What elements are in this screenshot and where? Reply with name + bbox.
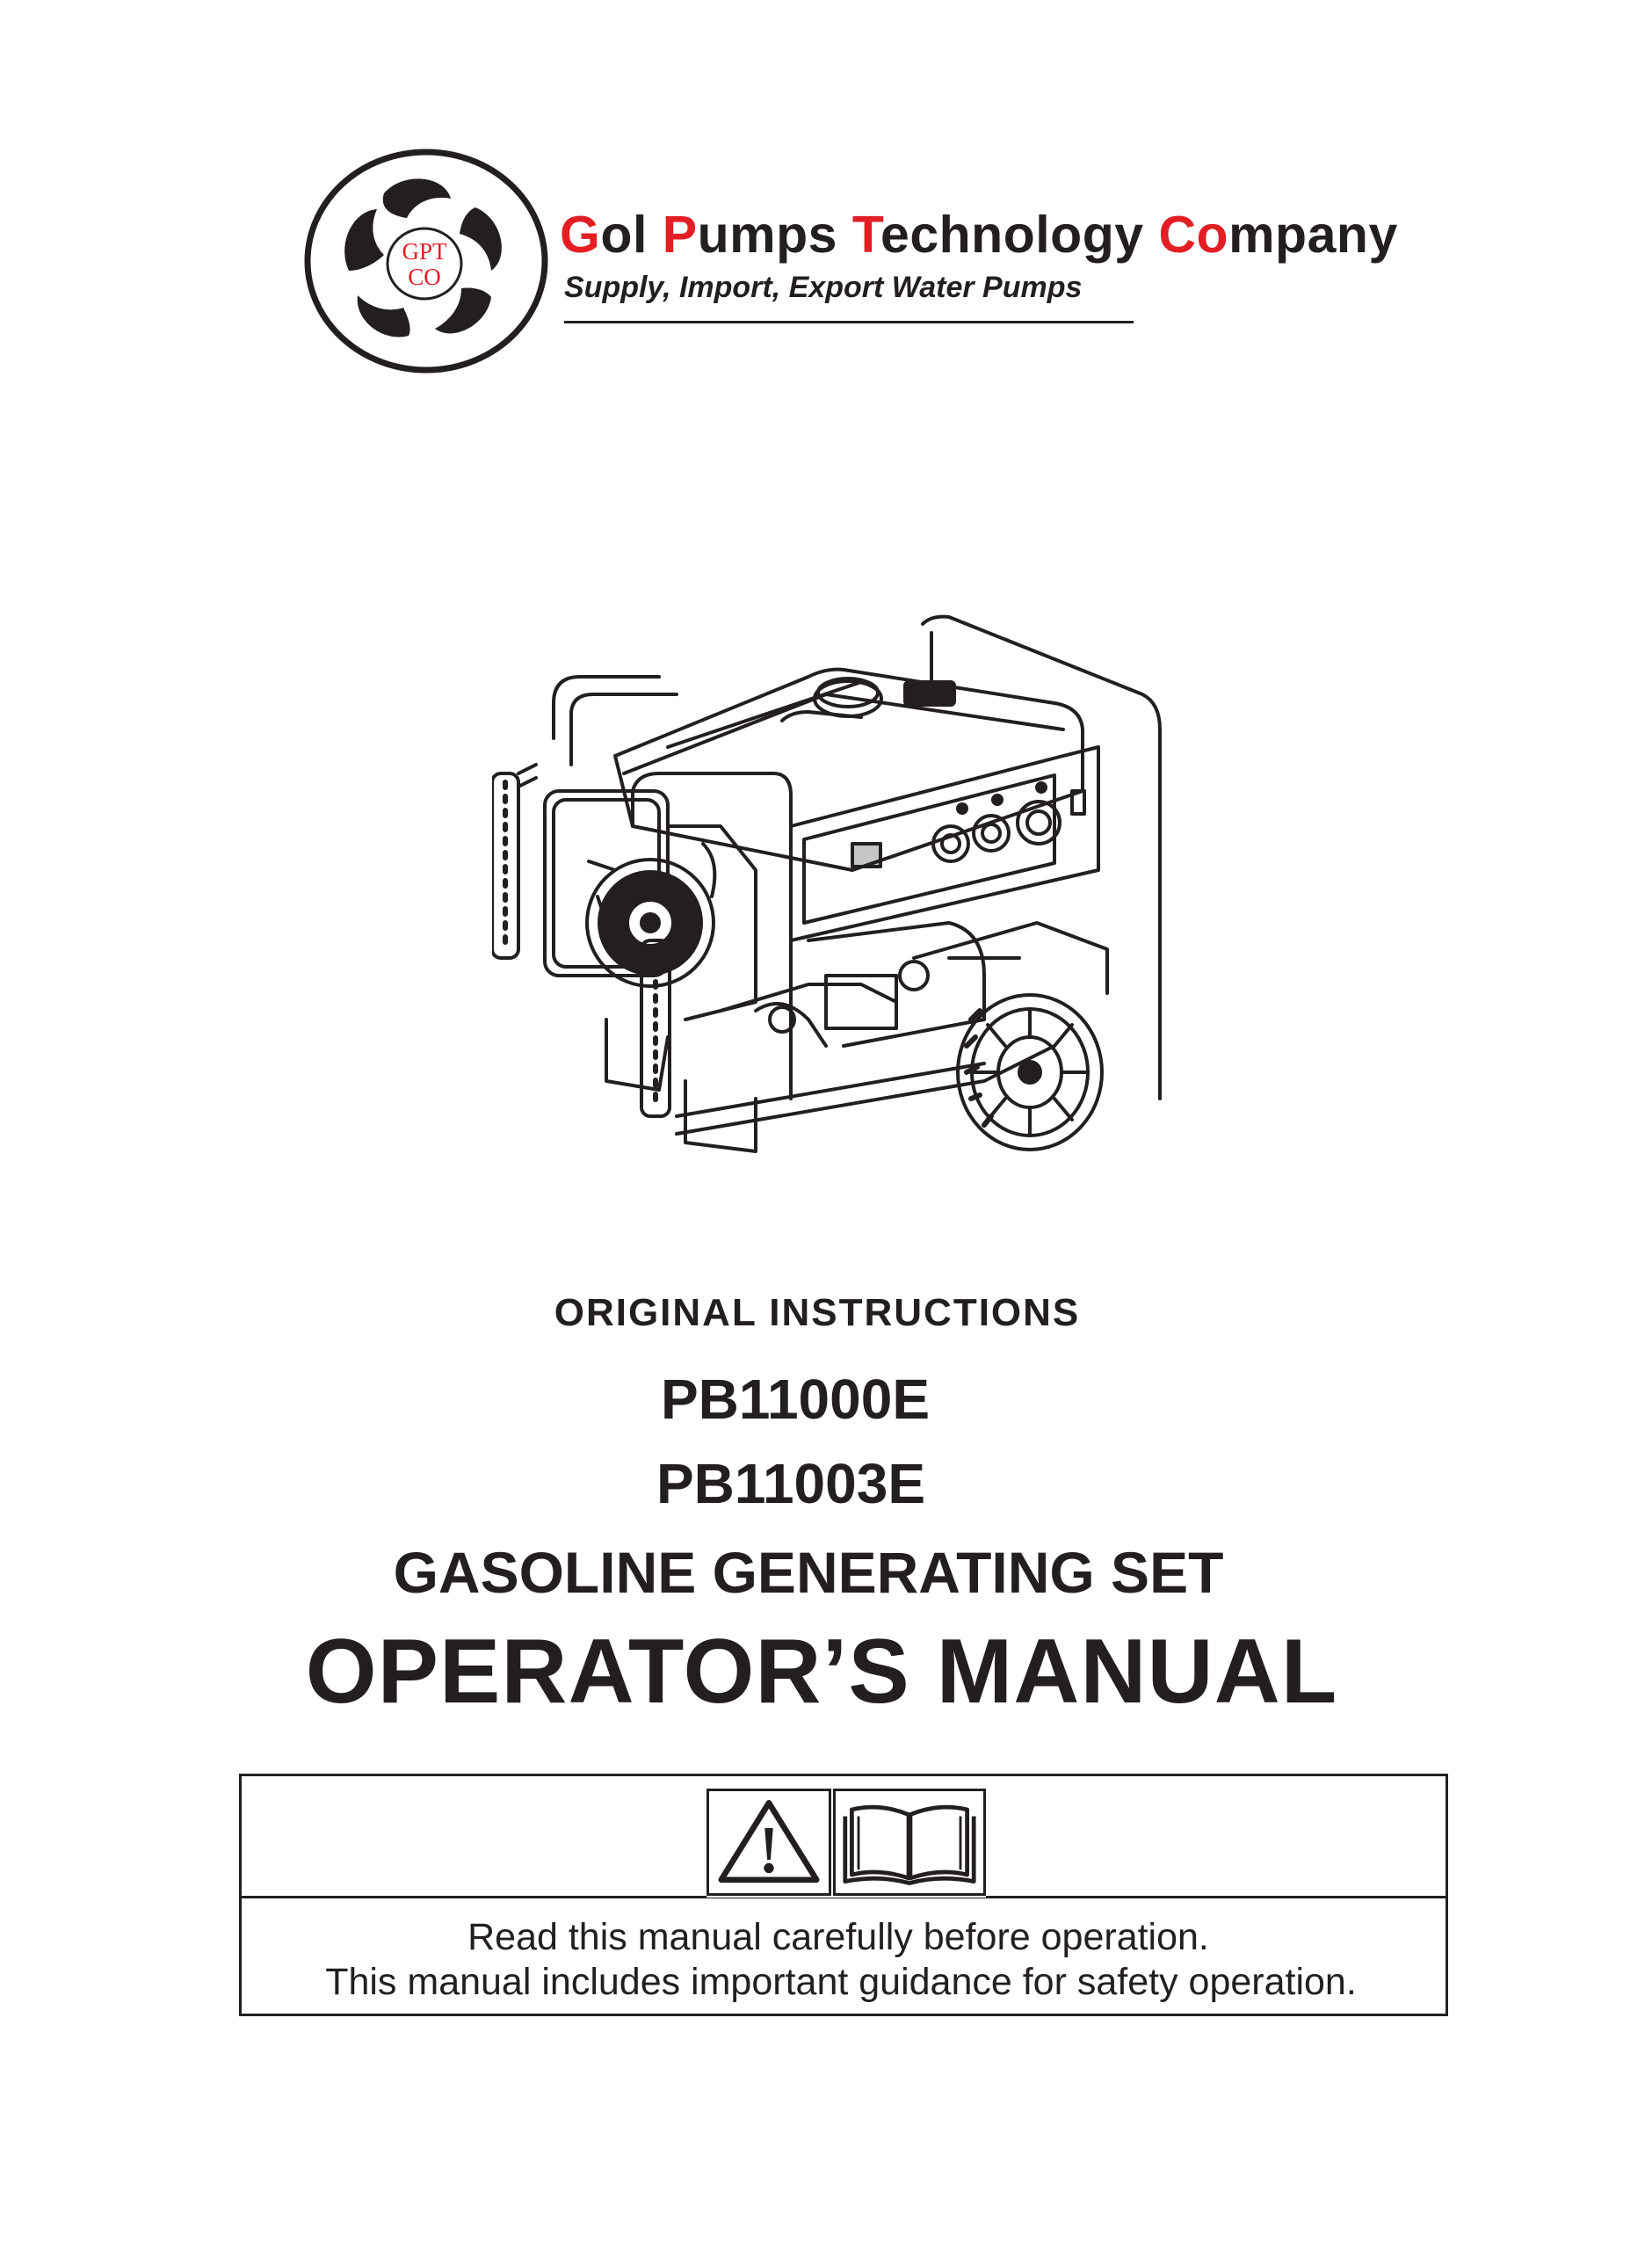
- svg-text:CO: CO: [408, 264, 441, 290]
- company-name-initial: G: [560, 206, 601, 264]
- company-name: [560, 206, 1398, 264]
- company-name-initial: T: [851, 206, 881, 264]
- svg-text:GPT: GPT: [402, 238, 447, 265]
- company-name-initial: P: [662, 206, 698, 264]
- tagline-underline: [564, 321, 1134, 323]
- company-name-text: echnology: [880, 206, 1159, 264]
- notice-line-2: This manual includes important guidance for safety operation.: [325, 1961, 1357, 2003]
- safety-notice-box: [239, 1774, 1448, 2016]
- notice-line-1: Read this manual carefully before operation.: [467, 1916, 1209, 1958]
- company-name-text: ol: [600, 206, 663, 264]
- model-number-2: PB11003E: [656, 1452, 926, 1515]
- generator-illustration: [492, 606, 1195, 1239]
- company-name-text: umps: [697, 206, 852, 264]
- company-name-text: mpany: [1228, 206, 1398, 264]
- notice-icons: [706, 1789, 986, 1898]
- company-tagline: Supply, Import, Export Water Pumps: [564, 271, 1083, 304]
- company-name-initial: Co: [1158, 206, 1229, 264]
- open-book-icon: [833, 1789, 986, 1896]
- product-name: GASOLINE GENERATING SET: [393, 1540, 1224, 1605]
- manual-title: OPERATOR’S MANUAL: [305, 1621, 1338, 1723]
- warning-triangle-icon: [706, 1789, 831, 1896]
- model-number-1: PB11000E: [660, 1368, 931, 1431]
- original-instructions-heading: ORIGINAL INSTRUCTIONS: [554, 1291, 1081, 1334]
- company-logo-mark: [303, 148, 549, 374]
